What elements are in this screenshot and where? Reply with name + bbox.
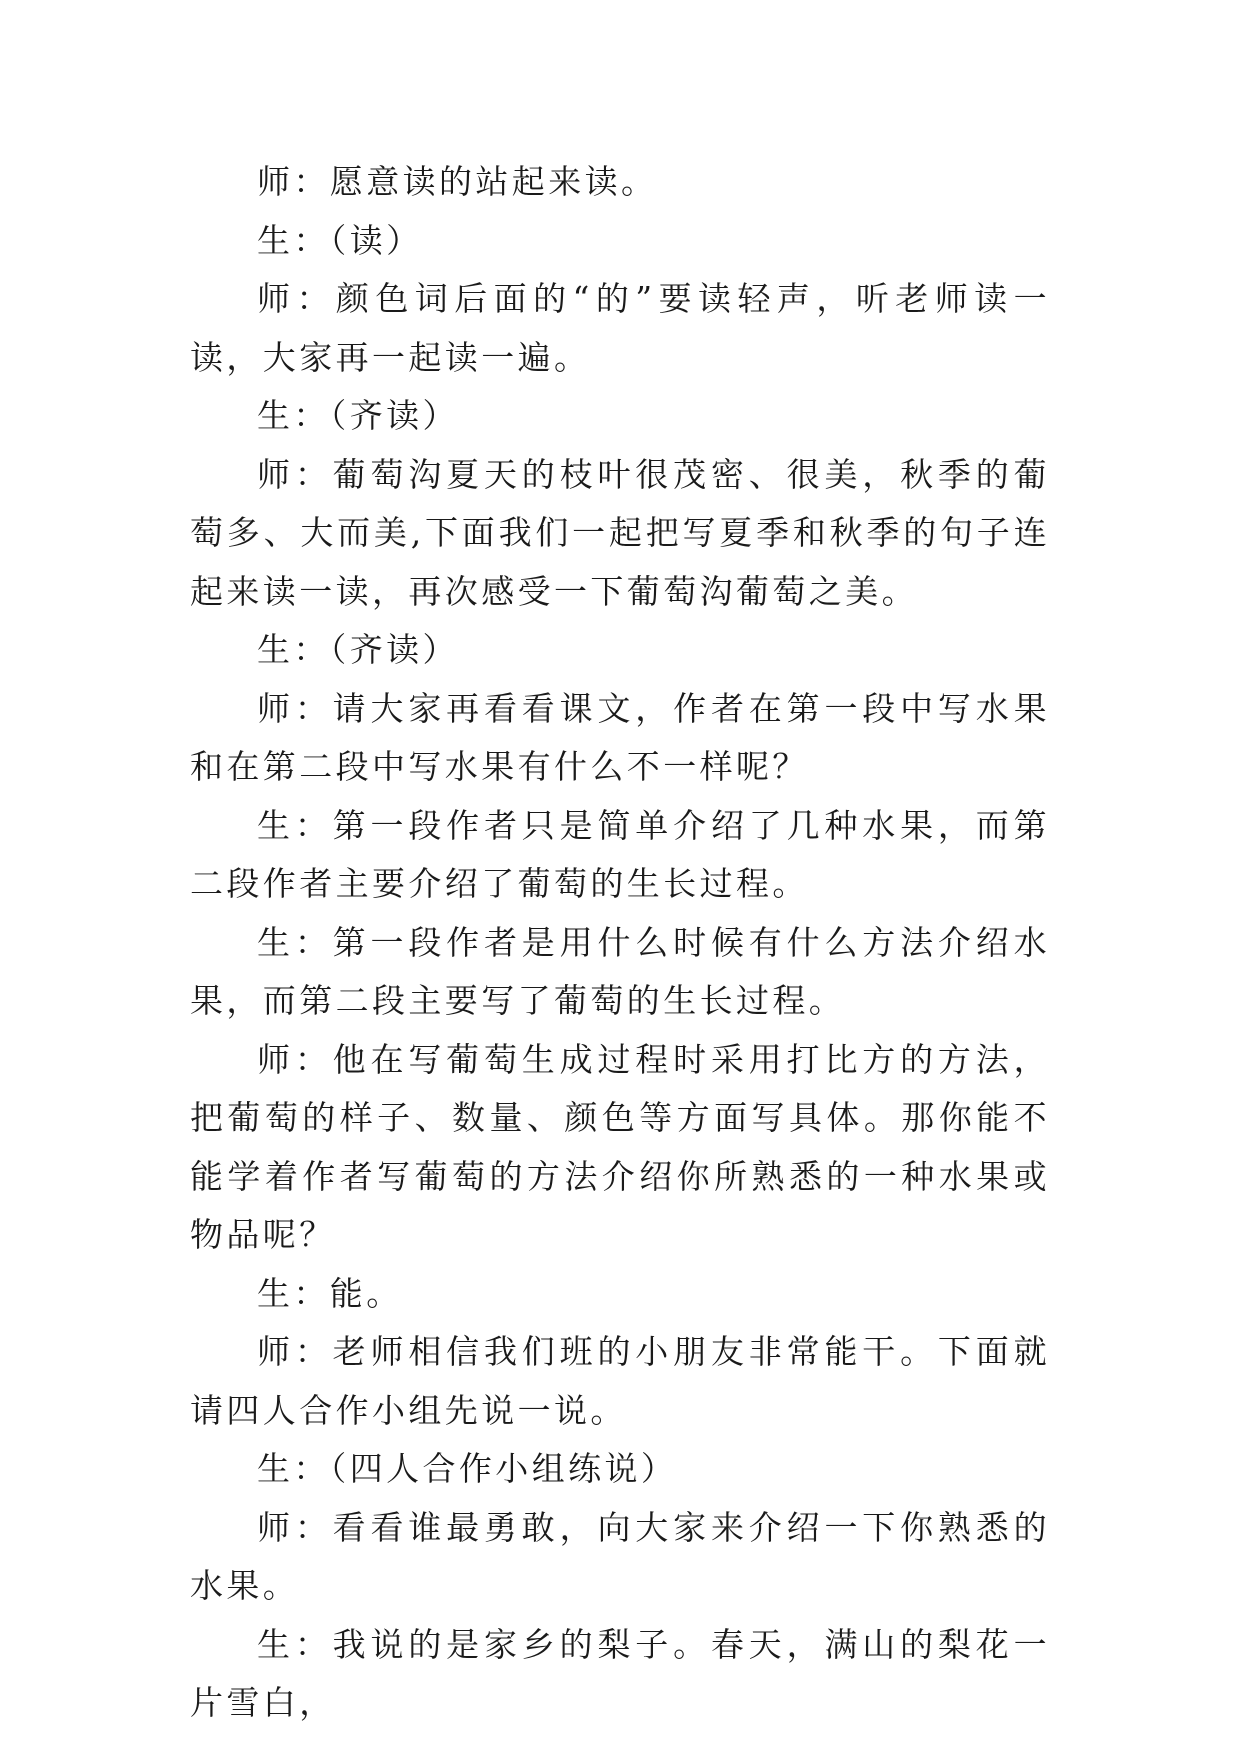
paragraph: 师：他在写葡萄生成过程时采用打比方的方法，把葡萄的样子、数量、颜色等方面写具体。那你能不能学着作者写葡萄的方法介绍你所熟悉的一种水果或物品呢？ (190, 1039, 1050, 1254)
document-body (190, 153, 1050, 1733)
paragraph: 生：能。 (257, 1273, 403, 1313)
paragraph: 师：愿意读的站起来读。 (257, 162, 658, 201)
paragraph: 生：（齐读） (257, 630, 459, 669)
paragraph: 师：看看谁最勇敢，向大家来介绍一下你熟悉的水果。 (190, 1507, 1050, 1605)
paragraph: 生：（读） (257, 220, 423, 260)
paragraph: 师：葡萄沟夏天的枝叶很茂密、很美，秋季的葡萄多、大而美,下面我们一起把写夏季和秋季的句子连起来读一读，再次感受一下葡萄沟葡萄之美。 (190, 454, 1050, 611)
paragraph: 生：我说的是家乡的梨子。春天，满山的梨花一片雪白， (190, 1624, 1050, 1722)
paragraph: 生：（齐读） (257, 396, 459, 435)
paragraph: 师：老师相信我们班的小朋友非常能干。下面就请四人合作小组先说一说。 (190, 1332, 1050, 1430)
paragraph: 师：颜色词后面的“的”要读轻声，听老师读一读，大家再一起读一遍。 (190, 279, 1050, 377)
paragraph: 生：第一段作者是用什么时候有什么方法介绍水果，而第二段主要写了葡萄的生长过程。 (190, 922, 1050, 1020)
paragraph: 师：请大家再看看课文，作者在第一段中写水果和在第二段中写水果有什么不一样呢？ (190, 688, 1050, 786)
paragraph: 生：（四人合作小组练说） (257, 1449, 678, 1488)
paragraph: 生：第一段作者只是简单介绍了几种水果，而第二段作者主要介绍了葡萄的生长过程。 (190, 805, 1050, 903)
